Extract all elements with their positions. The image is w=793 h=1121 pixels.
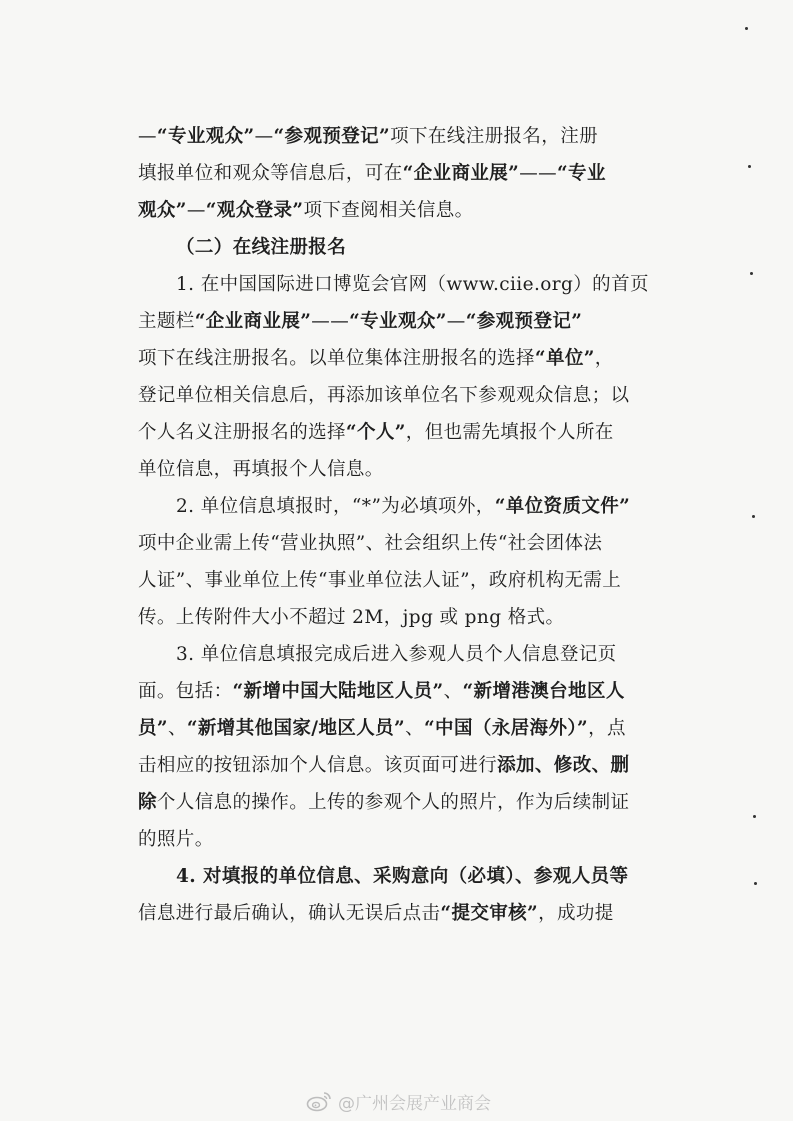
text-line: [138, 266, 668, 303]
text-segment: 的照片。: [138, 829, 214, 850]
bold-text-segment: “专业: [557, 163, 606, 184]
text-segment: 、: [443, 681, 463, 702]
text-line: [138, 673, 668, 710]
text-segment: ——: [519, 163, 558, 184]
bold-text-segment: “新增港澳台地区人: [462, 681, 625, 702]
bold-text-segment: “个人”: [345, 422, 406, 443]
text-line: [138, 488, 668, 525]
bold-text-segment: 添加、修改、删: [497, 755, 630, 776]
bold-text-segment: “观众登录”: [205, 200, 304, 221]
text-segment: 主题栏: [138, 311, 195, 332]
scan-speck: [754, 882, 757, 885]
text-segment: 项中企业需上传“营业执照”、社会组织上传“社会团体法: [138, 533, 603, 554]
bold-text-segment: “新增中国大陆地区人员”: [232, 681, 444, 702]
text-line: [138, 636, 668, 673]
bold-text-segment: 员”: [138, 718, 168, 739]
text-segment: ，成功提: [538, 903, 614, 924]
bold-text-segment: “企业商业展”: [194, 311, 312, 332]
text-line: [138, 747, 668, 784]
text-line: [138, 525, 668, 562]
text-segment: —: [138, 126, 157, 147]
bold-text-segment: “参观预登记”: [273, 126, 391, 147]
text-segment: 2. 单位信息填报时，“*”为必填项外，: [176, 496, 495, 517]
text-line: [138, 562, 668, 599]
weibo-icon: [306, 1090, 332, 1112]
text-line: [138, 784, 668, 821]
bold-text-segment: “参观预登记”: [465, 311, 583, 332]
text-line: [138, 821, 668, 858]
document-body: [138, 118, 668, 932]
text-segment: 面。包括：: [138, 681, 233, 702]
text-segment: 个人信息的操作。上传的参观个人的照片，作为后续制证: [156, 792, 630, 813]
text-segment: 项下查阅相关信息。: [303, 200, 474, 221]
text-line: [138, 599, 668, 636]
section-heading: [138, 229, 668, 266]
bold-text-segment: “中国（永居海外）”: [424, 718, 589, 739]
text-segment: ——: [311, 311, 350, 332]
text-segment: 个人名义注册报名的选择: [138, 422, 346, 443]
text-segment: 填报单位和观众等信息后，可在: [138, 163, 403, 184]
text-segment: —: [186, 200, 206, 221]
text-segment: 项下在线注册报名。以单位集体注册报名的选择: [138, 348, 535, 369]
bold-text-segment: “新增其他国家/地区人员”: [186, 718, 406, 739]
text-segment: 单位信息，再填报个人信息。: [138, 459, 384, 480]
text-line: [138, 451, 668, 488]
text-line: [138, 710, 668, 747]
text-line: [138, 340, 668, 377]
text-line: [138, 895, 668, 932]
bold-text-segment: “专业观众”: [349, 311, 447, 332]
text-segment: ，但也需先填报个人所在: [405, 422, 614, 443]
bold-text-segment: （二）在线注册报名: [176, 237, 347, 258]
text-segment: —: [446, 311, 466, 332]
text-segment: 项下在线注册报名，注册: [390, 126, 598, 147]
text-segment: 信息进行最后确认，确认无误后点击: [138, 903, 441, 924]
watermark: [306, 1088, 491, 1114]
watermark-text: @广州会展产业商会: [338, 1093, 491, 1114]
text-segment: —: [254, 126, 274, 147]
scan-speck: [753, 815, 756, 818]
text-segment: ，点: [588, 718, 626, 739]
text-line: [138, 858, 668, 895]
text-segment: 、: [405, 718, 425, 739]
bold-text-segment: 4. 对填报的单位信息、采购意向（必填）、参观人员等: [176, 866, 629, 887]
bold-text-segment: “提交审核”: [440, 903, 539, 924]
text-line: [138, 377, 668, 414]
bold-text-segment: “单位资质文件”: [494, 496, 631, 517]
text-segment: ，: [594, 348, 614, 369]
text-segment: 击相应的按钮添加个人信息。该页面可进行: [138, 755, 498, 776]
text-segment: 登记单位相关信息后，再添加该单位名下参观观众信息；以: [138, 385, 630, 406]
scan-speck: [745, 27, 748, 30]
scan-speck: [748, 165, 751, 168]
text-segment: 、: [167, 718, 187, 739]
scan-speck: [752, 515, 755, 518]
bold-text-segment: “单位”: [534, 348, 595, 369]
text-segment: 人证”、事业单位上传“事业单位法人证”，政府机构无需上: [138, 570, 622, 591]
bold-text-segment: 除: [138, 792, 157, 813]
text-segment: 3. 单位信息填报完成后进入参观人员个人信息登记页: [176, 644, 617, 665]
bold-text-segment: “专业观众”: [156, 126, 255, 147]
scan-speck: [750, 272, 753, 275]
text-segment: 传。上传附件大小不超过 2M，jpg 或 png 格式。: [138, 607, 565, 628]
bold-text-segment: “企业商业展”: [402, 163, 520, 184]
text-segment: 1. 在中国国际进口博览会官网（www.ciie.org）的首页: [176, 274, 649, 295]
text-line: [138, 118, 668, 155]
text-line: [138, 155, 668, 192]
text-line: [138, 303, 668, 340]
bold-text-segment: 观众”: [138, 200, 187, 221]
text-line: [138, 414, 668, 451]
text-line: [138, 192, 668, 229]
